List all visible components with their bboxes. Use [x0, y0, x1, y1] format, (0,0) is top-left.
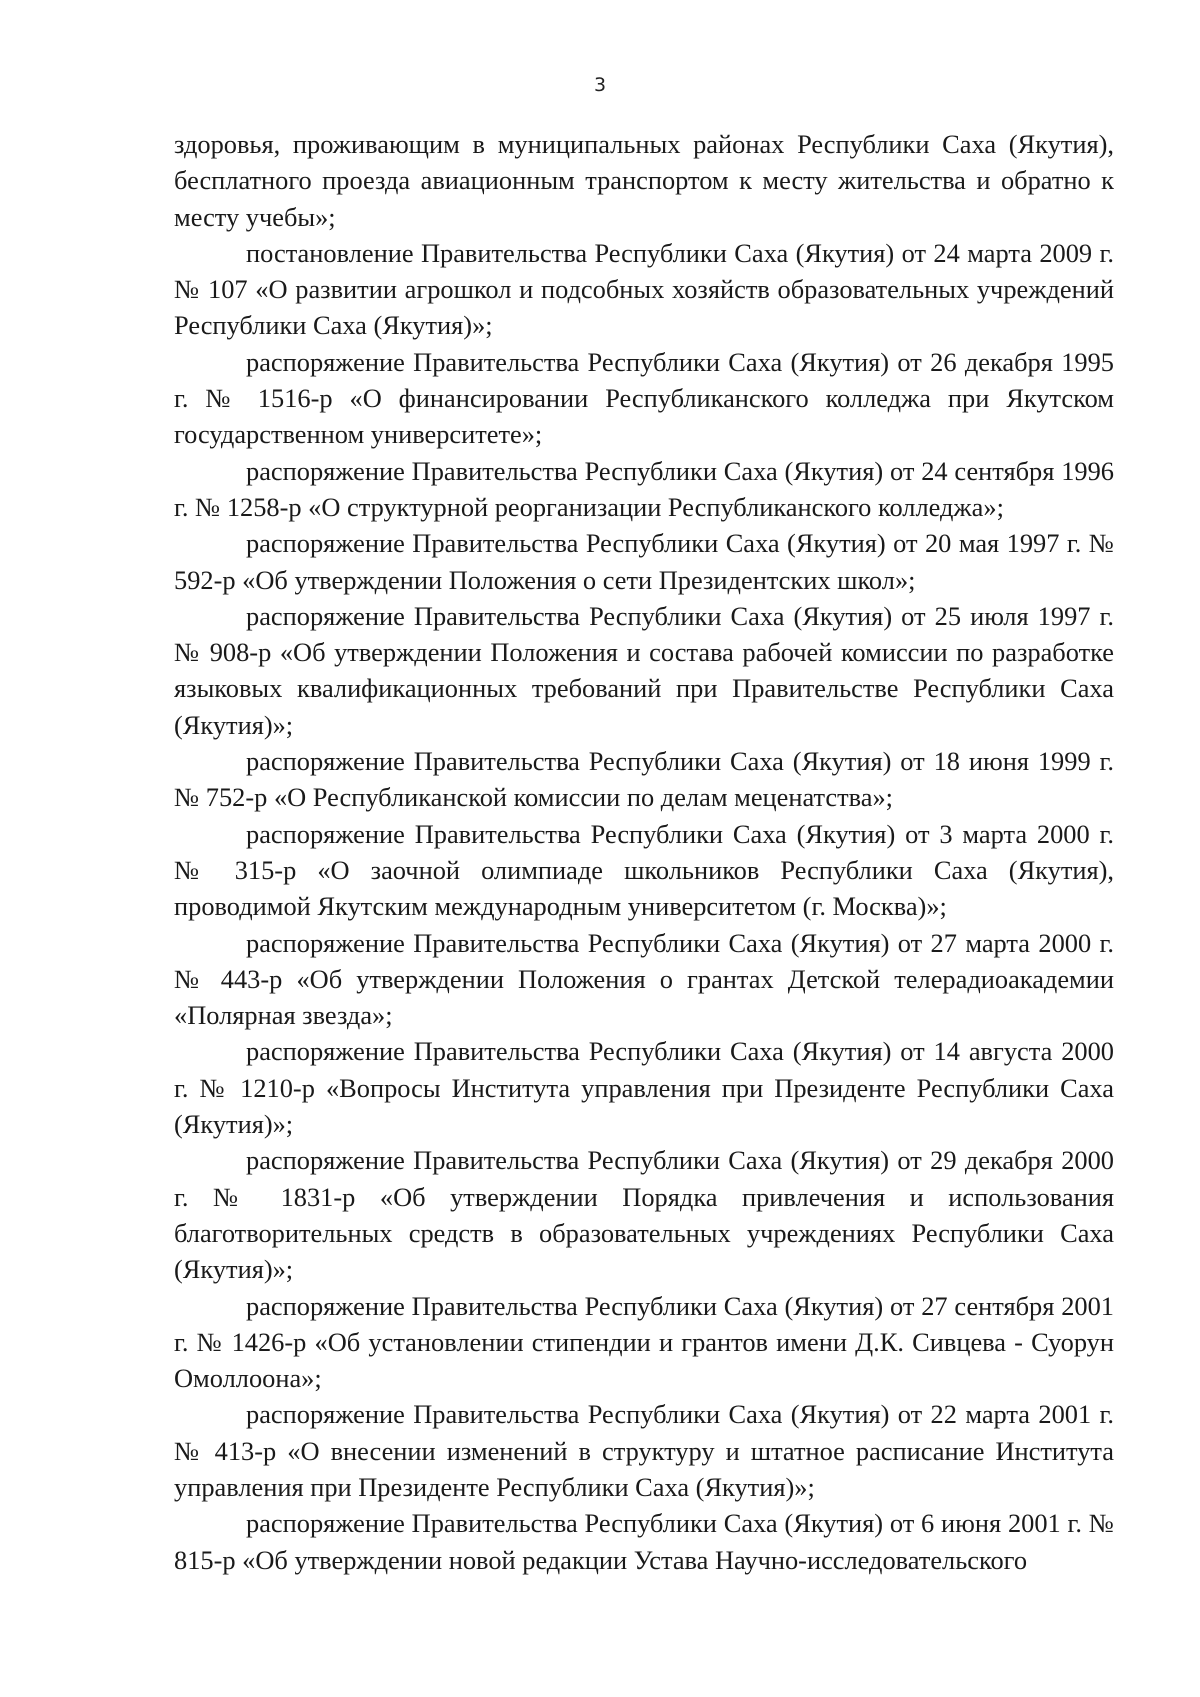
- paragraph: распоряжение Правительства Республики Саха (Якутия) от 29 декабря 2000 г. № 1831-р «Об утверждении Порядка привлечения и использования благотворительных средств в образовательных учреждениях Республики Саха (Якутия)»;: [174, 1145, 1114, 1285]
- paragraph: распоряжение Правительства Республики Саха (Якутия) от 24 сентября 1996 г. № 1258-р «О структурной реорганизации Республиканского колледжа»;: [174, 455, 1114, 522]
- paragraph: распоряжение Правительства Республики Саха (Якутия) от 14 августа 2000 г. № 1210-р «Вопросы Института управления при Президенте Республики Саха (Якутия)»;: [174, 1036, 1114, 1140]
- paragraph-continuation: здоровья, проживающим в муниципальных районах Республики Саха (Якутия), бесплатного проезда авиационным транспортом к месту жительства и обратно к месту учебы»;: [174, 129, 1114, 232]
- paragraph: распоряжение Правительства Республики Саха (Якутия) от 27 сентября 2001 г. № 1426-р «Об установлении стипендии и грантов имени Д.К. Сивцева - Суорун Омоллоона»;: [174, 1290, 1114, 1394]
- paragraph: распоряжение Правительства Республики Саха (Якутия) от 3 марта 2000 г. № 315-р «О заочной олимпиаде школьников Республики Саха (Якутия), проводимой Якутским международным университетом (г. Москва)»;: [174, 818, 1114, 922]
- paragraph: распоряжение Правительства Республики Саха (Якутия) от 20 мая 1997 г. № 592-р «Об утверждении Положения о сети Президентских школ»;: [174, 528, 1114, 595]
- paragraph-last: распоряжение Правительства Республики Саха (Якутия) от 6 июня 2001 г. № 815-р «Об утверждении новой редакции Устава Научно-исследовательского: [174, 1508, 1114, 1575]
- paragraph: распоряжение Правительства Республики Саха (Якутия) от 25 июля 1997 г. № 908-р «Об утверждении Положения и состава рабочей комиссии по разработке языковых квалификационных требований при Правительстве Республики Саха (Якутия)»;: [174, 600, 1114, 740]
- paragraph: постановление Правительства Республики Саха (Якутия) от 24 марта 2009 г. № 107 «О развитии агрошкол и подсобных хозяйств образовательных учреждений Республики Саха (Якутия)»;: [174, 237, 1114, 341]
- paragraph: распоряжение Правительства Республики Саха (Якутия) от 18 июня 1999 г. № 752-р «О Республиканской комиссии по делам меценатства»;: [174, 746, 1114, 813]
- paragraph: распоряжение Правительства Республики Саха (Якутия) от 27 марта 2000 г. № 443-р «Об утверждении Положения о грантах Детской телерадиоакадемии «Полярная звезда»;: [174, 927, 1114, 1031]
- document-body: [174, 126, 1114, 1578]
- paragraph: распоряжение Правительства Республики Саха (Якутия) от 22 марта 2001 г. № 413-р «О внесении изменений в структуру и штатное расписание Института управления при Президенте Республики Саха (Якутия)»;: [174, 1399, 1114, 1502]
- page-number: 3: [593, 74, 607, 96]
- paragraph: распоряжение Правительства Республики Саха (Якутия) от 26 декабря 1995 г. № 1516-р «О финансировании Республиканского колледжа при Якутском государственном университете»;: [174, 346, 1114, 450]
